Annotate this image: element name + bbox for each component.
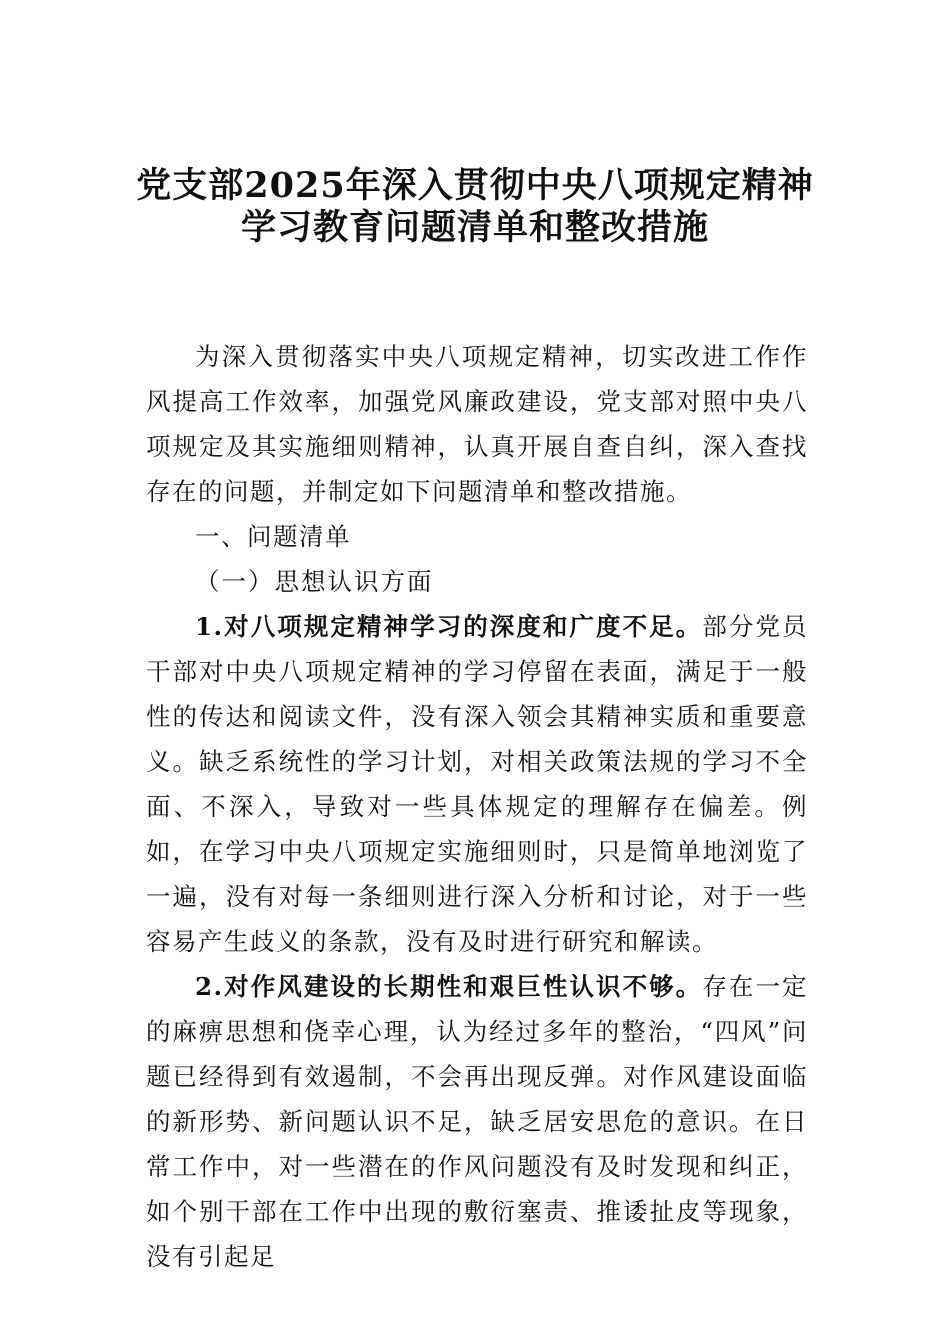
item-1-lead: 1.对八项规定精神学习的深度和广度不足。	[195, 612, 703, 641]
document-title-line-1: 党支部2025年深入贯彻中央八项规定精神	[136, 165, 814, 206]
item-2-paragraph	[146, 964, 808, 1279]
item-2-body: 存在一定的麻痹思想和侥幸心理，认为经过多年的整治，“四风”问题已经得到有效遏制，不会再出现反弹。对作风建设面临的新形势、新问题认识不足，缺乏居安思危的意识。在日常工作中，对一些潜在的作风问题没有及时发现和纠正，如个别干部在工作中出现的敷衍塞责、推诿扯皮等现象，没有引起足	[146, 972, 809, 1271]
document-body	[146, 334, 808, 1279]
item-1-paragraph	[146, 604, 808, 964]
intro-paragraph: 为深入贯彻落实中央八项规定精神，切实改进工作作风提高工作效率，加强党风廉政建设，党支部对照中央八项规定及其实施细则精神，认真开展自查自纠，深入查找存在的问题，并制定如下问题清单和整改措施。	[146, 342, 808, 506]
section-heading-problem-list: 一、问题清单	[195, 522, 351, 551]
subsection-heading-ideology: （一）思想认识方面	[195, 567, 434, 596]
item-2-lead: 2.对作风建设的长期性和艰巨性认识不够。	[195, 972, 703, 1001]
document-title-line-2: 学习教育问题清单和整改措施	[240, 207, 709, 248]
item-1-body: 部分党员干部对中央八项规定精神的学习停留在表面，满足于一般性的传达和阅读文件，没有深入领会其精神实质和重要意义。缺乏系统性的学习计划，对相关政策法规的学习不全面、不深入，导致对一些具体规定的理解存在偏差。例如，在学习中央八项规定实施细则时，只是简单地浏览了一遍，没有对每一条细则进行深入分析和讨论，对于一些容易产生歧义的条款，没有及时进行研究和解读。	[146, 612, 809, 956]
